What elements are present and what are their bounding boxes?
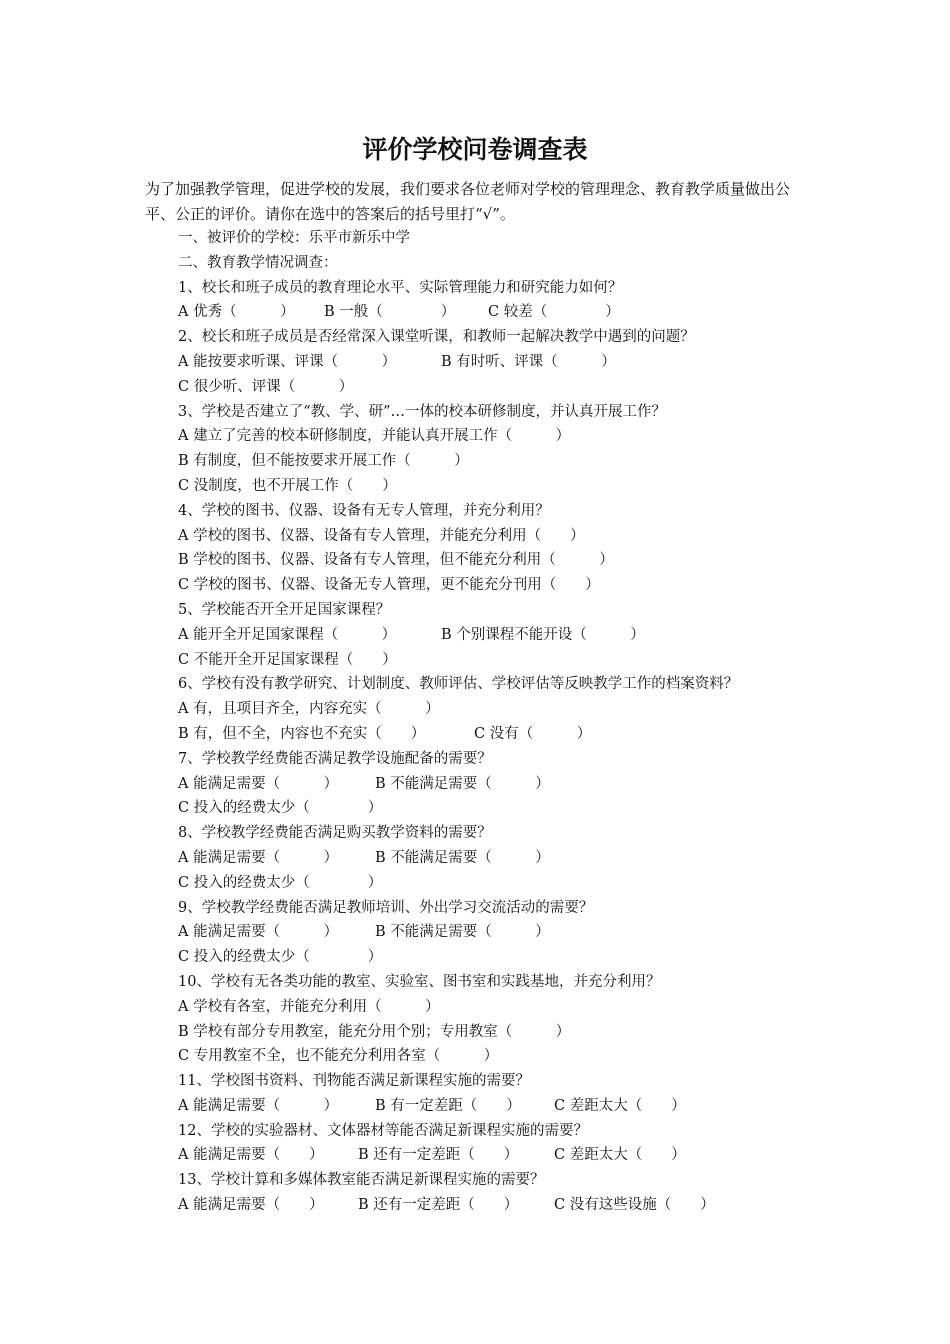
line-text: C 没制度，也不开展工作（ ）	[178, 477, 397, 494]
survey-line	[178, 499, 858, 524]
line-text: 13、学校计算和多媒体教室能否满足新课程实施的需要？	[178, 1172, 545, 1189]
answer-option: A 能满足需要（ ）	[178, 1147, 324, 1164]
survey-body	[178, 226, 858, 1218]
survey-line	[178, 970, 858, 995]
page-title: 评价学校问卷调查表	[362, 135, 588, 164]
option-row	[178, 1193, 858, 1218]
survey-line	[178, 226, 858, 251]
answer-option: A 能开全开足国家课程（ ）	[178, 626, 397, 643]
survey-line	[178, 573, 858, 598]
survey-line	[178, 548, 858, 573]
line-text: 9、学校教学经费能否满足教师培训、外出学习交流活动的需要？	[178, 899, 594, 916]
survey-line	[178, 648, 858, 673]
answer-option: B 有一定差距（ ）	[375, 1097, 521, 1114]
option-row	[178, 846, 858, 871]
line-text: C 投入的经费太少（ ）	[178, 800, 383, 817]
line-text: 8、学校教学经费能否满足购买教学资料的需要？	[178, 825, 492, 842]
line-text: 6、学校有没有教学研究、计划制度、教师评估、学校评估等反映教学工作的档案资料？	[178, 676, 739, 693]
line-text: 12、学校的实验器材、文体器材等能否满足新课程实施的需要？	[178, 1122, 588, 1139]
answer-option: B 不能满足需要（ ）	[375, 775, 550, 792]
answer-option: B 不能满足需要（ ）	[375, 849, 550, 866]
line-text: 2、校长和班子成员是否经常深入课堂听课，和教师一起解决教学中遇到的问题？	[178, 329, 695, 346]
survey-line	[178, 796, 858, 821]
answer-option: C 差距太大（ ）	[554, 1097, 686, 1114]
option-row	[178, 920, 858, 945]
option-row	[178, 1094, 858, 1119]
line-text: C 投入的经费太少（ ）	[178, 874, 383, 891]
survey-line	[178, 474, 858, 499]
line-text: 10、学校有无各类功能的教室、实验室、图书室和实践基地，并充分利用？	[178, 973, 661, 990]
survey-line	[178, 424, 858, 449]
intro-paragraph: 为了加强教学管理，促进学校的发展，我们要求各位老师对学校的管理理念、教育教学质量做出公平、公正的评价。请你在选中的答案后的括号里打“√”。	[145, 180, 791, 223]
answer-option: C 没有（ ）	[474, 725, 592, 742]
answer-option: C 没有这些设施（ ）	[554, 1197, 715, 1214]
survey-line	[178, 1069, 858, 1094]
line-text: A 学校有各室，并能充分利用（ ）	[178, 998, 440, 1015]
survey-line	[178, 821, 858, 846]
line-text: A 有，且项目齐全，内容充实（ ）	[178, 701, 440, 718]
line-text: C 投入的经费太少（ ）	[178, 949, 383, 966]
line-text: A 建立了完善的校本研修制度，并能认真开展工作（ ）	[178, 428, 571, 445]
line-text: 二、教育教学情况调查：	[178, 254, 338, 271]
option-row	[178, 623, 858, 648]
answer-option: B 一般（ ）	[324, 304, 456, 321]
line-text: C 学校的图书、仪器、设备无专人管理，更不能充分刊用（ ）	[178, 577, 600, 594]
answer-option: A 能按要求听课、评课（ ）	[178, 353, 397, 370]
option-row	[178, 300, 858, 325]
line-text: 3、学校是否建立了“教、学、研”…一体的校本研修制度，并认真开展工作？	[178, 403, 667, 420]
answer-option: A 能满足需要（ ）	[178, 775, 339, 792]
survey-line	[178, 598, 858, 623]
answer-option: B 还有一定差距（ ）	[358, 1147, 519, 1164]
line-text: C 专用教室不全，也不能充分利用各室（ ）	[178, 1048, 499, 1065]
survey-line	[178, 747, 858, 772]
option-row	[178, 772, 858, 797]
answer-option: C 较差（ ）	[488, 304, 620, 321]
line-text: B 学校的图书、仪器、设备有专人管理，但不能充分利用（ ）	[178, 552, 614, 569]
line-text: 4、学校的图书、仪器、设备有无专人管理，并充分利用？	[178, 502, 550, 519]
line-text: A 学校的图书、仪器、设备有专人管理，并能充分利用（ ）	[178, 527, 585, 544]
line-text: 5、学校能否开全开足国家课程？	[178, 601, 391, 618]
survey-line	[178, 325, 858, 350]
option-row	[178, 1143, 858, 1168]
survey-line	[178, 276, 858, 301]
answer-option: A 能满足需要（ ）	[178, 849, 339, 866]
answer-option: A 能满足需要（ ）	[178, 1197, 324, 1214]
answer-option: B 有，但不全，内容也不充实（ ）	[178, 725, 426, 742]
answer-option: C 差距太大（ ）	[554, 1147, 686, 1164]
survey-line	[178, 1020, 858, 1045]
survey-line	[178, 871, 858, 896]
line-text: B 学校有部分专用教室，能充分用个别；专用教室（ ）	[178, 1023, 571, 1040]
line-text: 1、校长和班子成员的教育理论水平、实际管理能力和研究能力如何？	[178, 279, 623, 296]
answer-option: A 能满足需要（ ）	[178, 924, 339, 941]
answer-option: B 个别课程不能开设（ ）	[441, 626, 645, 643]
line-text: B 有制度，但不能按要求开展工作（ ）	[178, 453, 469, 470]
line-text: C 不能开全开足国家课程（ ）	[178, 651, 397, 668]
survey-line	[178, 1044, 858, 1069]
option-row	[178, 722, 858, 747]
option-row	[178, 350, 858, 375]
line-text: C 很少听、评课（ ）	[178, 378, 354, 395]
answer-option: A 优秀（ ）	[178, 304, 295, 321]
line-text: 11、学校图书资料、刊物能否满足新课程实施的需要？	[178, 1073, 530, 1090]
line-text: 7、学校教学经费能否满足教学设施配备的需要？	[178, 750, 492, 767]
line-text: 一、被评价的学校：乐平市新乐中学	[178, 230, 410, 246]
survey-line	[178, 1119, 858, 1144]
survey-line	[178, 945, 858, 970]
survey-line	[178, 400, 858, 425]
survey-line	[178, 375, 858, 400]
survey-line	[178, 524, 858, 549]
survey-line	[178, 697, 858, 722]
survey-line	[178, 1168, 858, 1193]
answer-option: A 能满足需要（ ）	[178, 1097, 339, 1114]
survey-line	[178, 449, 858, 474]
answer-option: B 不能满足需要（ ）	[375, 924, 550, 941]
survey-line	[178, 672, 858, 697]
answer-option: B 有时听、评课（ ）	[441, 353, 616, 370]
answer-option: B 还有一定差距（ ）	[358, 1197, 519, 1214]
survey-line	[178, 896, 858, 921]
survey-line	[178, 251, 858, 276]
survey-line	[178, 995, 858, 1020]
